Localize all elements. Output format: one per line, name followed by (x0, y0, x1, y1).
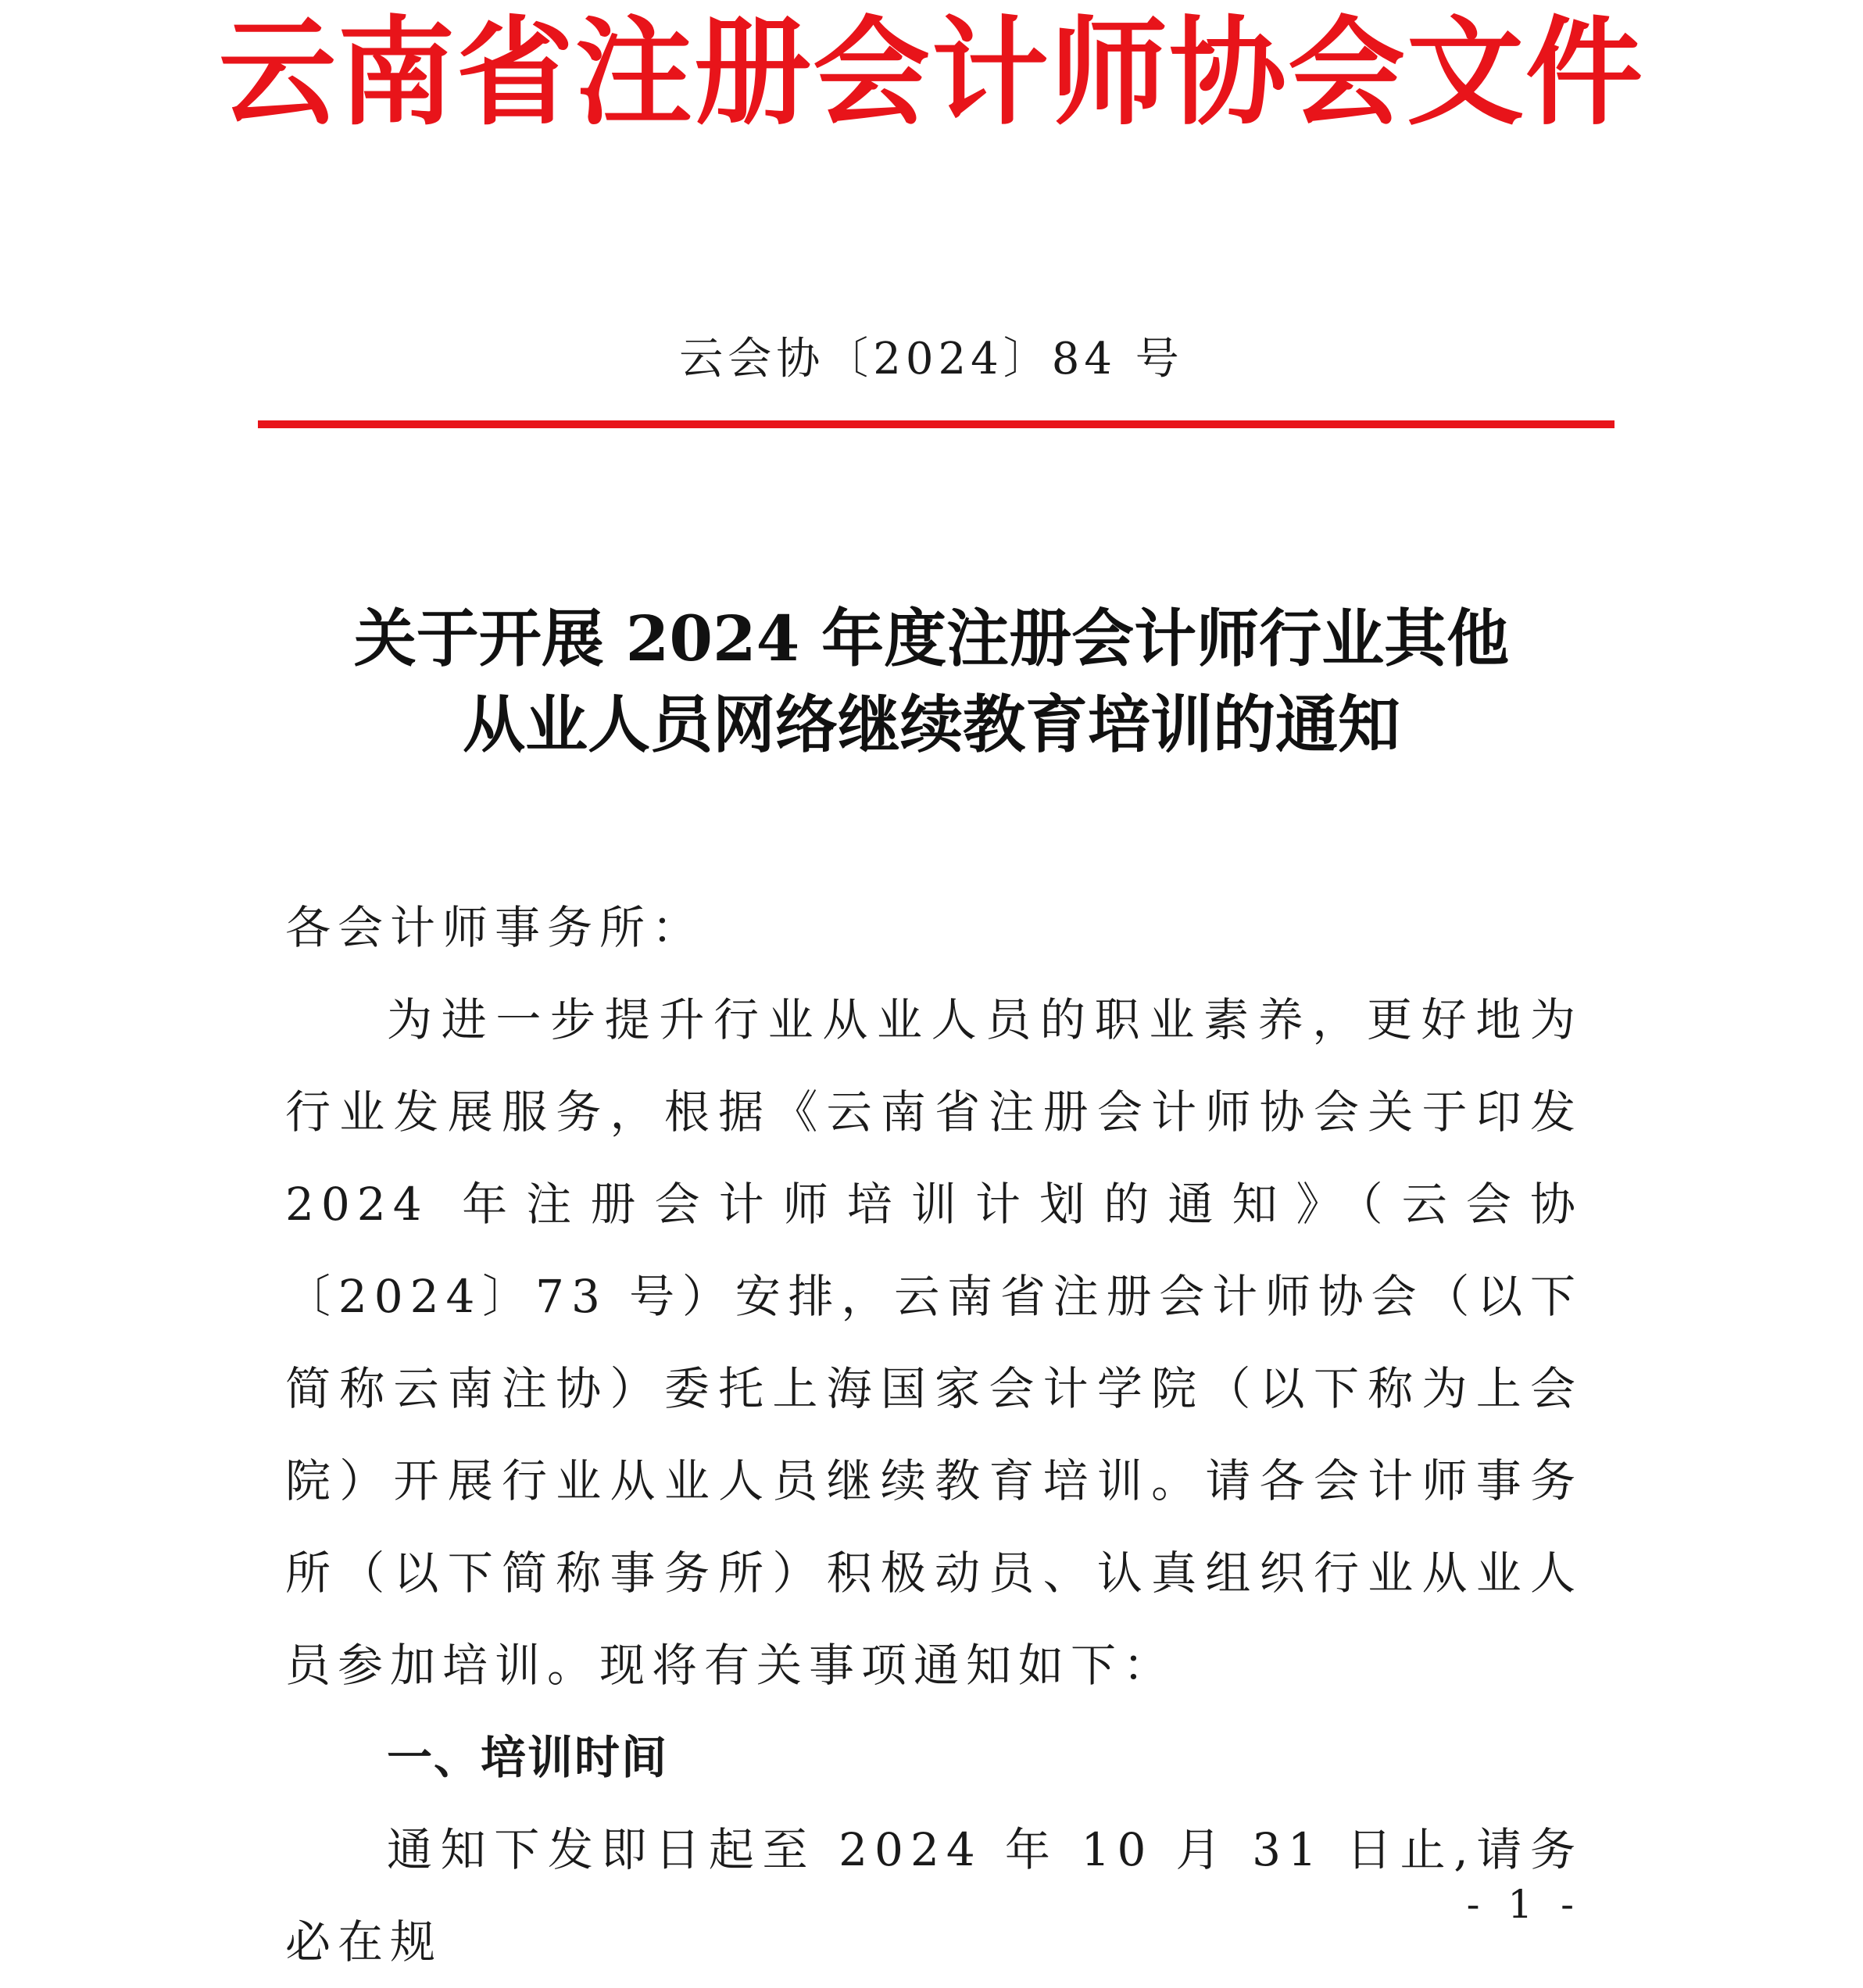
salutation: 各会计师事务所： (285, 901, 705, 954)
page-number: - 1 - (1466, 1882, 1582, 1927)
intro-paragraph: 为进一步提升行业从业人员的职业素养，更好地为行业发展服务，根据《云南省注册会计师协会关于印发 2024 年注册会计师培训计划的通知》（云会协〔2024〕73 号）安排，云南省注册会计师协会（以下简称云南注协）委托上海国家会计学院（以下称为上会院）开展行业从业人员继续教育培训。请各会计师事务所（以下简称事务所）积极动员、认真组织行业从业人员参加培训。现将有关事项通知如下： (285, 993, 1582, 1692)
document-body (285, 881, 1582, 1988)
section-1-heading: 一、培训时间 (387, 1731, 669, 1784)
notice-title (0, 595, 1863, 767)
section-1-text: 通知下发即日起至 2024 年 10 月 31 日止,请务必在规 (285, 1823, 1582, 1968)
masthead-title: 云南省注册会计师协会文件 (218, 4, 1644, 141)
red-divider-rule (258, 420, 1614, 428)
notice-title-line-2: 从业人员网络继续教育培训的通知 (463, 688, 1400, 761)
document-number: 云会协〔2024〕84 号 (679, 334, 1184, 384)
notice-title-line-1: 关于开展 2024 年度注册会计师行业其他 (353, 602, 1510, 675)
